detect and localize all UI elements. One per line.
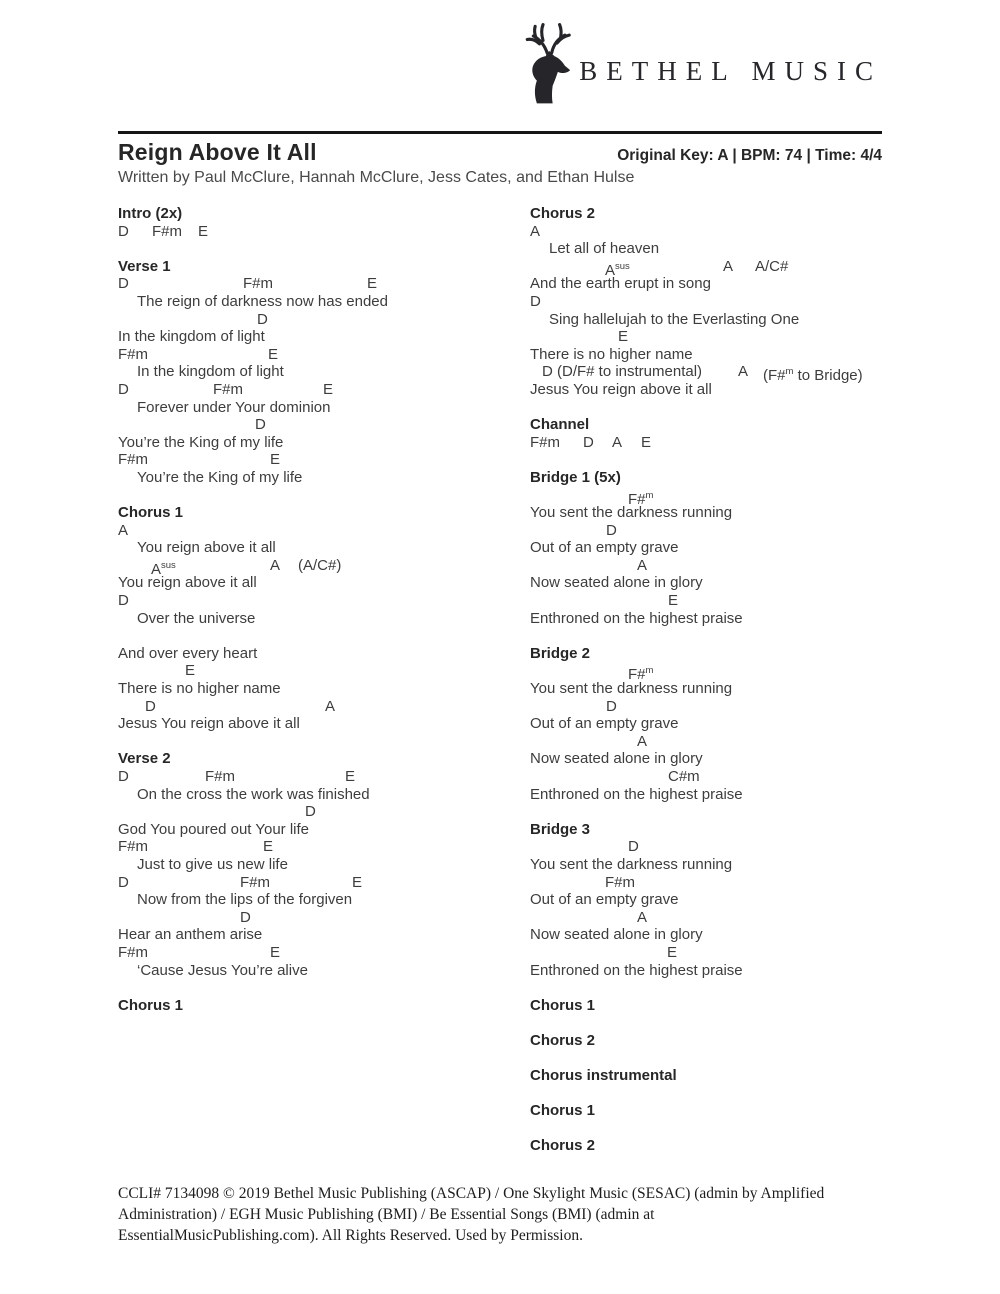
copyright-line: Administration) / EGH Music Publishing (BMI) / Be Essential Songs (BMI) (admin at — [118, 1206, 655, 1223]
chord-line — [530, 434, 894, 452]
chord — [145, 698, 156, 716]
chord-line — [530, 698, 894, 716]
lyric-line: Over the universe — [137, 609, 256, 627]
chord — [323, 381, 333, 399]
chord — [606, 522, 617, 540]
chord — [118, 346, 148, 364]
chord-line — [118, 803, 530, 821]
lyric-line: Enthroned on the highest praise — [530, 785, 743, 803]
song-section — [118, 750, 530, 979]
chord-line — [118, 346, 530, 364]
chord-line — [118, 768, 530, 786]
lyric-line: Hear an anthem arise — [118, 926, 263, 944]
lyric-line: Enthroned on the highest praise — [530, 961, 743, 979]
chord-line — [118, 381, 530, 399]
lyric-line: ‘Cause Jesus You’re alive — [137, 961, 308, 979]
chord-text: A — [270, 556, 281, 574]
section-title: Chorus 2 — [530, 205, 596, 222]
chord-text: E — [352, 873, 363, 891]
chord-text: A — [118, 521, 129, 539]
chord-text: D — [118, 222, 129, 240]
chord — [530, 293, 541, 311]
lyric-line: The reign of darkness now has ended — [137, 292, 388, 310]
chord — [618, 328, 628, 346]
lyric-line: Out of an empty grave — [530, 715, 679, 733]
chord-text: D — [255, 416, 266, 434]
chord — [668, 592, 678, 610]
chord — [612, 434, 622, 452]
chord — [606, 698, 617, 716]
chord-line — [530, 557, 894, 575]
chord-text: D — [257, 310, 268, 328]
song-section — [118, 504, 530, 733]
chord — [118, 838, 148, 856]
chord-text: F#m — [118, 451, 148, 469]
chord — [268, 346, 278, 364]
chord-text: F#m — [118, 838, 148, 856]
bethel-music-logo — [515, 22, 882, 106]
chord-text: (A/C#) — [298, 556, 342, 574]
lyric-line: Just to give us new life — [137, 855, 288, 873]
chord — [723, 258, 733, 276]
chord-text: E — [367, 275, 378, 293]
chord-post-text: to Bridge) — [793, 367, 863, 385]
chord-superscript: m — [785, 366, 794, 378]
chord-text: E — [323, 380, 334, 398]
chord — [118, 944, 148, 962]
song-section — [530, 205, 894, 399]
lyric-line: You sent the darkness running — [530, 680, 733, 698]
chord — [240, 909, 251, 927]
chord — [637, 733, 647, 751]
chord-text: E — [185, 662, 196, 680]
chord-line — [530, 328, 894, 346]
lyric-line: Jesus You reign above it all — [530, 380, 712, 398]
chord-line — [118, 223, 530, 241]
chord-text: C#m — [668, 768, 700, 785]
chord-superscript: sus — [615, 260, 630, 272]
chord-text: D — [628, 838, 639, 856]
chord-text: D — [145, 697, 156, 715]
chord — [198, 223, 208, 241]
chord — [213, 381, 243, 399]
song-section — [530, 1032, 894, 1050]
chord-line — [530, 662, 894, 684]
copyright-line: CCLI# 7134098 © 2019 Bethel Music Publishing (ASCAP) / One Skylight Music (SESAC) (admin by Amplified — [118, 1185, 825, 1202]
chord-text: F# — [628, 490, 646, 508]
brand-name: BETHEL MUSIC — [579, 55, 882, 86]
chord-text: A — [612, 433, 623, 451]
chord-line — [118, 662, 530, 680]
chord-text: A — [637, 556, 648, 574]
lyric-line: Now from the lips of the forgiven — [137, 891, 353, 909]
chord — [325, 698, 335, 716]
chord-text: E — [270, 451, 281, 469]
lyric-line: There is no higher name — [530, 345, 693, 363]
chord — [118, 874, 129, 892]
song-section — [530, 645, 894, 803]
chord — [118, 451, 148, 469]
chord-line — [118, 522, 530, 540]
chord-line — [530, 363, 894, 385]
lyric-line: In the kingdom of light — [118, 328, 265, 346]
chord — [118, 768, 129, 786]
chord-text: A — [637, 908, 648, 926]
chord — [367, 275, 377, 293]
lyric-line: You reign above it all — [137, 539, 276, 557]
song-section — [530, 1102, 894, 1120]
section-title: Bridge 3 — [530, 820, 591, 838]
lyric-line: Now seated alone in glory — [530, 926, 703, 944]
chord-line — [530, 293, 894, 311]
chord-text: A — [637, 732, 648, 750]
lyric-line: In the kingdom of light — [137, 363, 284, 381]
chord — [263, 838, 273, 856]
chord-line — [118, 592, 530, 610]
song-columns — [118, 205, 894, 1173]
chord-superscript: m — [645, 489, 654, 501]
chord — [530, 223, 540, 241]
chord-text: E — [270, 943, 281, 961]
chord-text: D — [118, 380, 129, 398]
chord-text: D — [530, 292, 541, 310]
chord-text: F#m — [530, 433, 560, 451]
chord-line — [118, 909, 530, 927]
lyric-line: You sent the darkness running — [530, 504, 733, 522]
chord — [667, 944, 677, 962]
song-section — [530, 1137, 894, 1155]
chord-text: A — [723, 257, 734, 275]
chord — [118, 275, 129, 293]
song-section — [118, 997, 530, 1015]
section-title: Channel — [530, 416, 590, 434]
lyric-line: You’re the King of my life — [137, 468, 303, 486]
lyric-line: Now seated alone in glory — [530, 750, 703, 768]
chord-text: E — [668, 592, 679, 610]
chord-text: E — [618, 328, 629, 346]
column-right — [530, 205, 894, 1173]
chord-text: A — [151, 560, 162, 578]
chord-text: D — [118, 275, 129, 293]
chord-text: (F# — [763, 367, 786, 385]
deer-head-icon — [515, 22, 571, 106]
chord-text: D — [118, 768, 129, 785]
lyric-line: Let all of heaven — [549, 240, 660, 258]
chord — [345, 768, 355, 786]
lyric-line: Now seated alone in glory — [530, 574, 703, 592]
chord-text: F#m — [213, 380, 243, 398]
chord — [668, 768, 700, 786]
chord — [637, 909, 647, 927]
chord — [542, 363, 702, 381]
chord — [530, 434, 560, 452]
chord — [152, 223, 182, 241]
lyric-line: Jesus You reign above it all — [118, 715, 300, 733]
lyric-line: Enthroned on the highest praise — [530, 609, 743, 627]
song-section — [530, 997, 894, 1015]
lyric-line: God You poured out Your life — [118, 820, 310, 838]
chord-text: E — [263, 838, 274, 856]
chord-line — [530, 733, 894, 751]
chord-text: F# — [628, 666, 646, 684]
lyric-line: And the earth erupt in song — [530, 275, 711, 293]
chord-text: A/C# — [755, 257, 789, 275]
chord-text: D — [606, 521, 617, 539]
chord-text: D — [305, 803, 316, 821]
chord-text: D — [240, 908, 251, 926]
chord — [270, 944, 280, 962]
song-section — [530, 416, 894, 451]
chord-text: A — [325, 697, 336, 715]
column-left — [118, 205, 530, 1173]
chord-text: D — [118, 873, 129, 891]
section-title: Verse 2 — [118, 750, 171, 768]
chord-text: F#m — [605, 873, 635, 891]
chord — [270, 557, 280, 575]
chord-line — [530, 592, 894, 610]
chord-line — [530, 257, 894, 279]
chord — [605, 874, 635, 892]
chord — [305, 803, 316, 821]
chord-text: E — [641, 433, 652, 451]
chord — [118, 223, 129, 241]
copyright-line: EssentialMusicPublishing.com). All Rights Reserved. Used by Permission. — [118, 1227, 583, 1244]
chord — [118, 592, 129, 610]
chord-line — [530, 874, 894, 892]
chord-text: F#m — [118, 345, 148, 363]
section-title: Verse 1 — [118, 257, 171, 275]
song-title: Reign Above It All — [118, 139, 317, 165]
chord-line — [530, 909, 894, 927]
chord — [255, 416, 266, 434]
lyric-line: You’re the King of my life — [118, 433, 284, 451]
chord — [205, 768, 235, 786]
chord-text: D — [583, 433, 594, 451]
song-meta: Original Key: A | BPM: 74 | Time: 4/4 — [617, 147, 882, 164]
chord-line — [530, 487, 894, 508]
chord-text: F#m — [152, 222, 182, 240]
chord — [270, 451, 280, 469]
song-section — [530, 821, 894, 979]
chord-text: E — [667, 943, 678, 961]
blank-line — [118, 627, 530, 645]
chord — [118, 522, 128, 540]
chord — [118, 381, 129, 399]
chord — [637, 557, 647, 575]
chord-text: E — [198, 222, 209, 240]
section-title: Intro (2x) — [118, 205, 183, 222]
chord-text: F#m — [205, 768, 235, 785]
header-divider — [118, 131, 882, 134]
lyric-line: On the cross the work was finished — [137, 785, 370, 803]
chord-line — [118, 698, 530, 716]
chord-line — [118, 838, 530, 856]
copyright-footer — [118, 1183, 824, 1246]
chord-text: D — [118, 592, 129, 610]
chord-line — [118, 416, 530, 434]
song-section — [530, 1067, 894, 1085]
chord-superscript: sus — [161, 559, 176, 571]
chord-text: A — [738, 363, 749, 381]
lyric-line: Forever under Your dominion — [137, 398, 331, 416]
chord-text: F#m — [243, 275, 273, 293]
chord — [738, 363, 748, 381]
chord-text: A — [605, 261, 616, 279]
section-title: Chorus 2 — [530, 1031, 596, 1049]
chord-line — [118, 275, 530, 293]
chord — [628, 838, 639, 856]
lyric-line: You reign above it all — [118, 574, 257, 592]
lyric-line: There is no higher name — [118, 680, 281, 698]
song-section — [118, 205, 530, 240]
chord-line — [530, 944, 894, 962]
chord — [257, 311, 268, 329]
chord-text: D (D/F# to instrumental) — [542, 363, 703, 381]
chord-line — [530, 223, 894, 241]
chord-text: F#m — [118, 943, 148, 961]
title-bar — [118, 139, 882, 166]
chord-line — [118, 311, 530, 329]
chord — [641, 434, 651, 452]
byline: Written by Paul McClure, Hannah McClure, Jess Cates, and Ethan Hulse — [118, 169, 635, 186]
section-title: Chorus 1 — [530, 1102, 596, 1120]
chord — [583, 434, 594, 452]
chord-text: F#m — [240, 873, 270, 891]
chord-line — [118, 944, 530, 962]
chord — [185, 662, 195, 680]
chord — [240, 874, 270, 892]
section-title: Chorus 1 — [118, 996, 184, 1014]
section-title: Chorus 1 — [530, 996, 596, 1014]
chord-line — [118, 451, 530, 469]
chord-line — [530, 838, 894, 856]
chord-text: A — [530, 222, 541, 240]
lyric-line: Out of an empty grave — [530, 539, 679, 557]
chord-line — [530, 768, 894, 786]
chord — [243, 275, 273, 293]
lyric-line: Sing hallelujah to the Everlasting One — [549, 310, 800, 328]
section-title: Bridge 1 (5x) — [530, 468, 621, 486]
section-title: Chorus 2 — [530, 1137, 596, 1155]
chord-text: E — [345, 768, 356, 785]
chord — [755, 258, 788, 276]
chord-line — [118, 556, 530, 578]
chord-line — [530, 522, 894, 540]
song-section — [530, 469, 894, 627]
section-title: Bridge 2 — [530, 644, 591, 662]
chord-text: D — [606, 697, 617, 715]
lyric-line: And over every heart — [118, 644, 258, 662]
lyric-line: You sent the darkness running — [530, 855, 733, 873]
lyric-line: Out of an empty grave — [530, 891, 679, 909]
section-title: Chorus 1 — [118, 504, 184, 522]
chord — [298, 557, 341, 575]
chord-line — [118, 874, 530, 892]
chord-text: E — [268, 345, 279, 363]
chord-superscript: m — [645, 665, 654, 677]
song-section — [118, 258, 530, 487]
section-title: Chorus instrumental — [530, 1067, 677, 1085]
chord — [352, 874, 362, 892]
